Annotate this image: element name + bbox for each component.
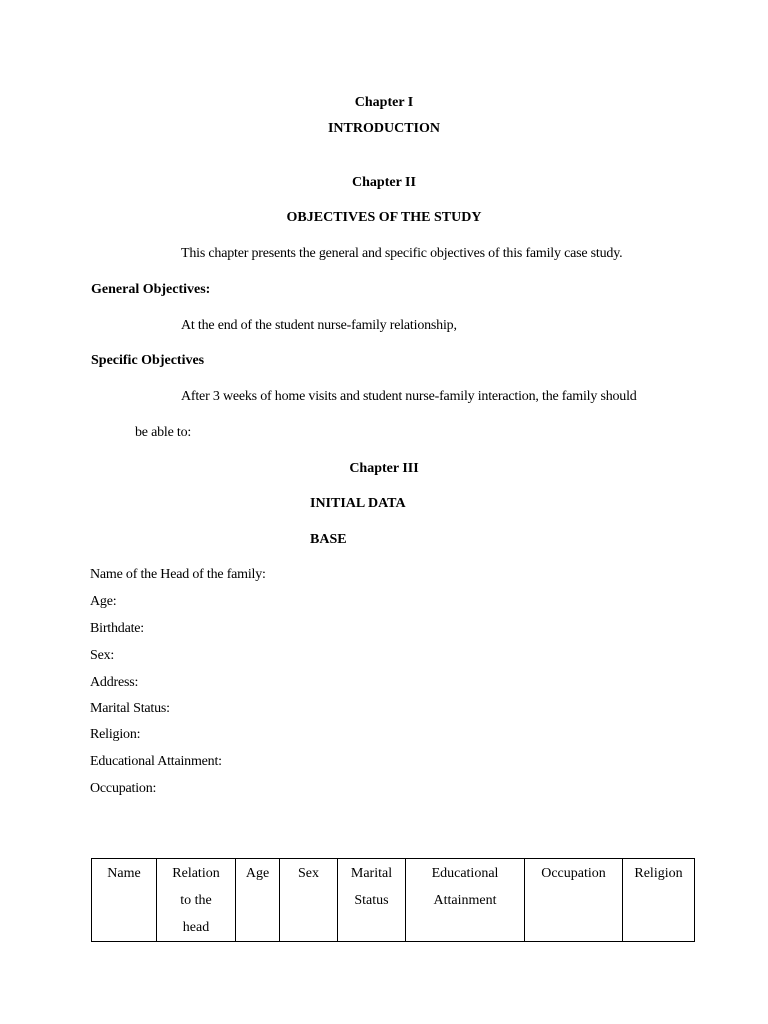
field-head-name: Name of the Head of the family: xyxy=(90,567,266,582)
specific-objectives-text-2: be able to: xyxy=(135,425,192,440)
field-sex: Sex: xyxy=(90,648,115,663)
field-birthdate: Birthdate: xyxy=(90,621,144,636)
chapter-2-label: Chapter II xyxy=(352,175,416,190)
header-educational-attainment: Educational Attainment xyxy=(406,859,525,942)
specific-objectives-text-1: After 3 weeks of home visits and student nurse-family interaction, the family should xyxy=(181,389,637,404)
header-occupation: Occupation xyxy=(525,859,623,942)
chapter-3-title-line1: INITIAL DATA xyxy=(310,496,406,511)
chapter-3-label: Chapter III xyxy=(349,461,419,476)
field-religion: Religion: xyxy=(90,727,141,742)
header-marital-status: Marital Status xyxy=(338,859,406,942)
field-occupation: Occupation: xyxy=(90,781,157,796)
field-educational-attainment: Educational Attainment: xyxy=(90,754,222,769)
chapter-1-label: Chapter I xyxy=(354,95,414,110)
chapter-1-title: INTRODUCTION xyxy=(327,121,440,136)
header-sex: Sex xyxy=(280,859,338,942)
family-composition-table xyxy=(91,858,695,942)
field-address: Address: xyxy=(90,675,139,690)
general-objectives-text: At the end of the student nurse-family relationship, xyxy=(181,318,457,333)
header-age: Age xyxy=(236,859,280,942)
chapter-2-intro: This chapter presents the general and specific objectives of this family case study. xyxy=(181,246,623,261)
header-relation: Relation to the head xyxy=(157,859,236,942)
chapter-3-title-line2: BASE xyxy=(310,532,347,547)
header-religion: Religion xyxy=(623,859,695,942)
chapter-2-title: OBJECTIVES OF THE STUDY xyxy=(286,210,482,225)
field-marital-status: Marital Status: xyxy=(90,701,170,716)
field-age: Age: xyxy=(90,594,117,609)
header-name: Name xyxy=(92,859,157,942)
table-header-row xyxy=(92,859,695,942)
general-objectives-heading: General Objectives: xyxy=(91,282,211,297)
specific-objectives-heading: Specific Objectives xyxy=(91,353,205,368)
